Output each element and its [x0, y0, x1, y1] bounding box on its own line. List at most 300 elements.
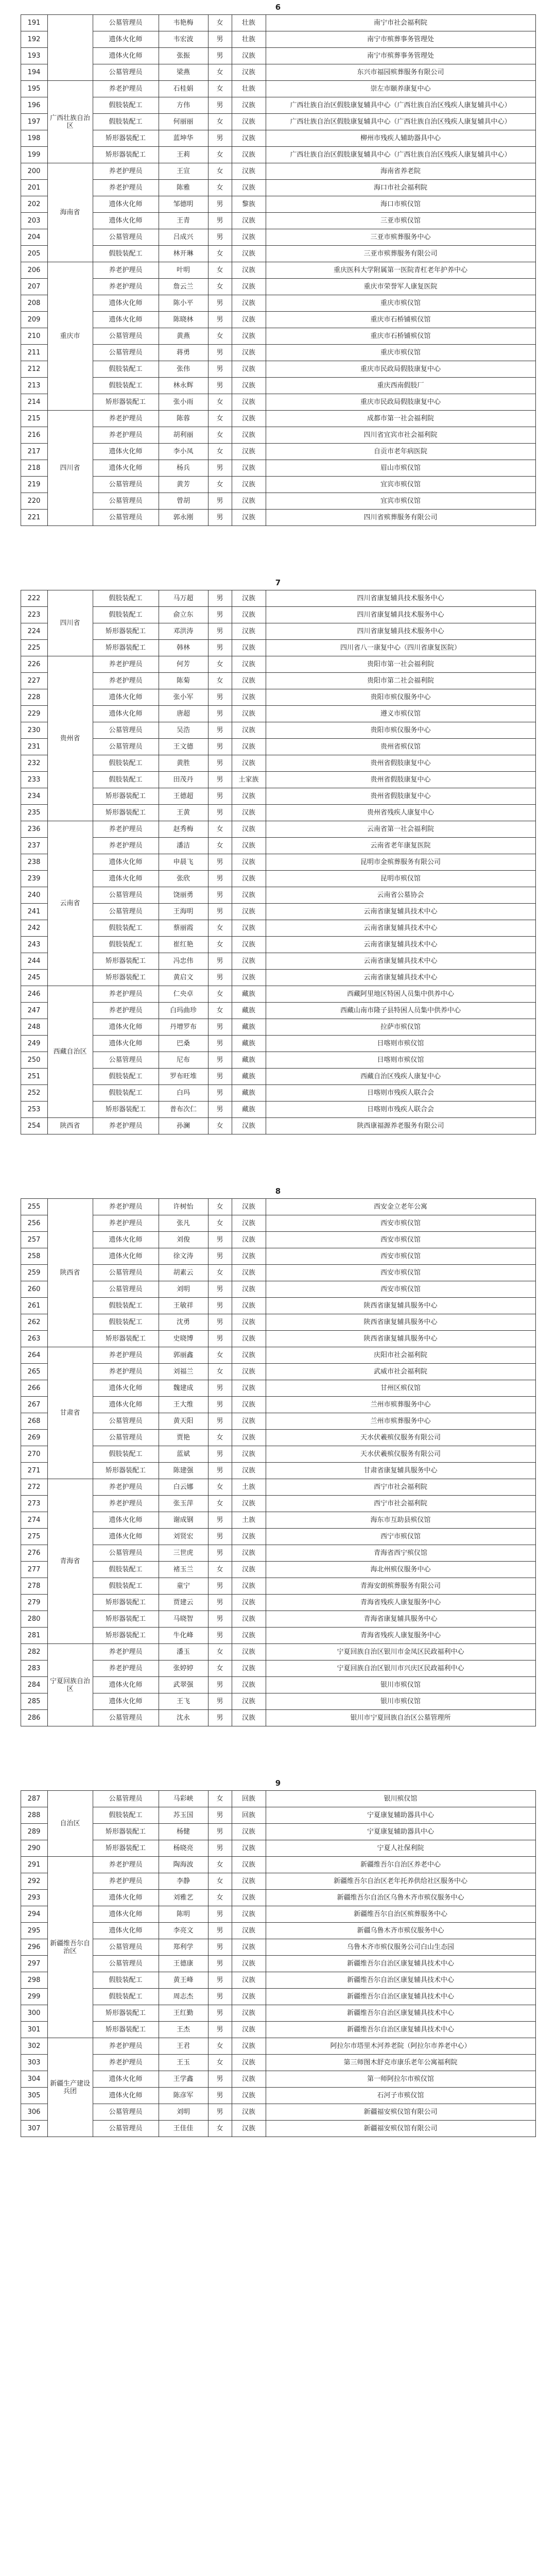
table-row [21, 1939, 535, 1956]
ethnicity-cell: 汉族 [232, 1496, 266, 1512]
table-row [21, 904, 535, 920]
gender-cell: 男 [208, 854, 232, 871]
gender-cell: 男 [208, 1052, 232, 1069]
ethnicity-cell: 汉族 [232, 1890, 266, 1906]
occupation-cell: 养老护理员 [93, 1873, 159, 1890]
ethnicity-cell: 汉族 [232, 48, 266, 64]
occupation-cell: 公墓管理员 [93, 510, 159, 526]
name-cell: 沈勇 [159, 1314, 208, 1331]
gender-cell: 男 [208, 345, 232, 361]
table-row [21, 1496, 535, 1512]
organization-cell: 阿拉尔市塔里木河养老院（阿拉尔市养老中心） [266, 2038, 535, 2055]
organization-cell: 贵州省假肢康复中心 [266, 772, 535, 788]
occupation-cell: 养老护理员 [93, 1857, 159, 1873]
occupation-cell: 假肢装配工 [93, 1972, 159, 1989]
gender-cell: 男 [208, 1807, 232, 1824]
roster-table [21, 14, 536, 526]
row-number-cell: 216 [21, 427, 47, 444]
gender-cell: 男 [208, 689, 232, 706]
gender-cell: 女 [208, 2038, 232, 2055]
name-cell: 王敏祥 [159, 1298, 208, 1314]
name-cell: 曾胡 [159, 493, 208, 510]
row-number-cell: 192 [21, 31, 47, 48]
organization-cell: 西宁市殡仪馆 [266, 1529, 535, 1545]
organization-cell: 南宁市殡葬事务管理处 [266, 48, 535, 64]
row-number-cell: 279 [21, 1595, 47, 1611]
gender-cell: 男 [208, 1446, 232, 1463]
name-cell: 普布次仁 [159, 1101, 208, 1118]
table-row [21, 1215, 535, 1232]
gender-cell: 女 [208, 838, 232, 854]
occupation-cell: 公墓管理员 [93, 1265, 159, 1281]
ethnicity-cell: 汉族 [232, 510, 266, 526]
name-cell: 韦宏波 [159, 31, 208, 48]
ethnicity-cell: 汉族 [232, 887, 266, 904]
gender-cell: 女 [208, 64, 232, 81]
table-row [21, 114, 535, 130]
row-number-cell: 283 [21, 1660, 47, 1677]
organization-cell: 贵阳市第一社会福利院 [266, 656, 535, 673]
row-number-cell: 199 [21, 147, 47, 163]
organization-cell: 海北州殡仪服务中心 [266, 1562, 535, 1578]
occupation-cell: 假肢装配工 [93, 1069, 159, 1085]
name-cell: 张小雨 [159, 394, 208, 411]
name-cell: 王德超 [159, 788, 208, 805]
name-cell: 牛化峰 [159, 1628, 208, 1644]
table-row [21, 493, 535, 510]
row-number-cell: 193 [21, 48, 47, 64]
organization-cell: 宜宾市殡仪馆 [266, 493, 535, 510]
ethnicity-cell: 汉族 [232, 838, 266, 854]
occupation-cell: 公墓管理员 [93, 739, 159, 755]
row-number-cell: 222 [21, 590, 47, 607]
ethnicity-cell: 汉族 [232, 279, 266, 295]
row-number-cell: 202 [21, 196, 47, 213]
gender-cell: 女 [208, 2055, 232, 2071]
row-number-cell: 251 [21, 1069, 47, 1085]
table-row [21, 821, 535, 838]
province-cell: 广西壮族自治区 [47, 81, 93, 163]
name-cell: 贾艳 [159, 1430, 208, 1446]
name-cell: 林永辉 [159, 378, 208, 394]
ethnicity-cell: 汉族 [232, 1298, 266, 1314]
table-row [21, 279, 535, 295]
table-row [21, 394, 535, 411]
row-number-cell: 274 [21, 1512, 47, 1529]
ethnicity-cell: 汉族 [232, 328, 266, 345]
row-number-cell: 255 [21, 1199, 47, 1215]
gender-cell: 女 [208, 15, 232, 31]
name-cell: 许树怡 [159, 1199, 208, 1215]
occupation-cell: 养老护理员 [93, 1644, 159, 1660]
ethnicity-cell: 汉族 [232, 1380, 266, 1397]
name-cell: 杨兵 [159, 460, 208, 477]
row-number-cell: 237 [21, 838, 47, 854]
ethnicity-cell: 汉族 [232, 673, 266, 689]
table-row [21, 1298, 535, 1314]
name-cell: 李小凤 [159, 444, 208, 460]
row-number-cell: 221 [21, 510, 47, 526]
name-cell: 魏建成 [159, 1380, 208, 1397]
gender-cell: 女 [208, 920, 232, 937]
ethnicity-cell: 汉族 [232, 722, 266, 739]
name-cell: 刘雅艺 [159, 1890, 208, 1906]
row-number-cell: 266 [21, 1380, 47, 1397]
occupation-cell: 公墓管理员 [93, 1939, 159, 1956]
gender-cell: 男 [208, 1939, 232, 1956]
ethnicity-cell: 汉族 [232, 147, 266, 163]
organization-cell: 宁夏回族自治区银川市金凤区民政福利中心 [266, 1644, 535, 1660]
name-cell: 陈蓉 [159, 411, 208, 427]
ethnicity-cell: 汉族 [232, 1215, 266, 1232]
gender-cell: 男 [208, 722, 232, 739]
organization-cell: 宁夏人社保利院 [266, 1840, 535, 1857]
occupation-cell: 遗体火化师 [93, 1036, 159, 1052]
ethnicity-cell: 汉族 [232, 295, 266, 312]
organization-cell: 南宁市殡葬事务管理处 [266, 31, 535, 48]
table-row [21, 1529, 535, 1545]
row-number-cell: 263 [21, 1331, 47, 1347]
gender-cell: 男 [208, 706, 232, 722]
table-row [21, 1446, 535, 1463]
ethnicity-cell: 汉族 [232, 130, 266, 147]
name-cell: 马晓智 [159, 1611, 208, 1628]
organization-cell: 云南省康复辅具技术中心 [266, 970, 535, 986]
gender-cell: 男 [208, 970, 232, 986]
province-cell: 新疆生产建设兵团 [47, 2038, 93, 2137]
organization-cell: 天水伏羲殡仪服务有限公司 [266, 1446, 535, 1463]
name-cell: 仁央卓 [159, 986, 208, 1003]
table-row [21, 460, 535, 477]
organization-cell: 重庆市殡仪馆 [266, 345, 535, 361]
row-number-cell: 252 [21, 1085, 47, 1101]
ethnicity-cell: 汉族 [232, 180, 266, 196]
name-cell: 三世虎 [159, 1545, 208, 1562]
organization-cell: 西宁市社会福利院 [266, 1479, 535, 1496]
table-row [21, 1807, 535, 1824]
organization-cell: 新疆维吾尔自治区康复辅具技术中心 [266, 1989, 535, 2005]
ethnicity-cell: 汉族 [232, 1857, 266, 1873]
row-number-cell: 298 [21, 1972, 47, 1989]
occupation-cell: 假肢装配工 [93, 1298, 159, 1314]
table-row [21, 1364, 535, 1380]
table-row [21, 722, 535, 739]
name-cell: 黄芳 [159, 477, 208, 493]
name-cell: 潘玉 [159, 1644, 208, 1660]
ethnicity-cell: 汉族 [232, 460, 266, 477]
gender-cell: 男 [208, 788, 232, 805]
ethnicity-cell: 土家族 [232, 772, 266, 788]
name-cell: 罗布旺堆 [159, 1069, 208, 1085]
occupation-cell: 公墓管理员 [93, 477, 159, 493]
occupation-cell: 假肢装配工 [93, 378, 159, 394]
ethnicity-cell: 汉族 [232, 477, 266, 493]
name-cell: 张玉萍 [159, 1496, 208, 1512]
organization-cell: 银川殡仪馆 [266, 1791, 535, 1807]
organization-cell: 四川省康复辅具技术服务中心 [266, 607, 535, 623]
name-cell: 马万超 [159, 590, 208, 607]
gender-cell: 女 [208, 1265, 232, 1281]
ethnicity-cell: 藏族 [232, 1101, 266, 1118]
occupation-cell: 遗体火化师 [93, 213, 159, 229]
table-row [21, 986, 535, 1003]
ethnicity-cell: 汉族 [232, 755, 266, 772]
row-number-cell: 239 [21, 871, 47, 887]
ethnicity-cell: 汉族 [232, 1677, 266, 1693]
table-row [21, 656, 535, 673]
row-number-cell: 241 [21, 904, 47, 920]
province-cell: 云南省 [47, 821, 93, 986]
table-row [21, 838, 535, 854]
occupation-cell: 遗体火化师 [93, 1529, 159, 1545]
occupation-cell: 遗体火化师 [93, 1890, 159, 1906]
name-cell: 申晨飞 [159, 854, 208, 871]
ethnicity-cell: 汉族 [232, 64, 266, 81]
gender-cell: 男 [208, 510, 232, 526]
ethnicity-cell: 汉族 [232, 97, 266, 114]
row-number-cell: 198 [21, 130, 47, 147]
organization-cell: 石河子市殡仪馆 [266, 2088, 535, 2104]
name-cell: 杨晓亮 [159, 1840, 208, 1857]
row-number-cell: 234 [21, 788, 47, 805]
organization-cell: 云南省公墓协会 [266, 887, 535, 904]
occupation-cell: 假肢装配工 [93, 1807, 159, 1824]
gender-cell: 男 [208, 640, 232, 656]
occupation-cell: 假肢装配工 [93, 1989, 159, 2005]
ethnicity-cell: 汉族 [232, 937, 266, 953]
name-cell: 徐文涛 [159, 1248, 208, 1265]
organization-cell: 青海安朗殡葬服务有限公司 [266, 1578, 535, 1595]
name-cell: 韦艳梅 [159, 15, 208, 31]
gender-cell: 男 [208, 772, 232, 788]
organization-cell: 重庆市民政局假肢康复中心 [266, 394, 535, 411]
name-cell: 胡素云 [159, 1265, 208, 1281]
row-number-cell: 307 [21, 2121, 47, 2137]
row-number-cell: 286 [21, 1710, 47, 1726]
row-number-cell: 284 [21, 1677, 47, 1693]
ethnicity-cell: 汉族 [232, 2121, 266, 2137]
row-number-cell: 304 [21, 2071, 47, 2088]
row-number-cell: 194 [21, 64, 47, 81]
table-row [21, 1314, 535, 1331]
row-number-cell: 259 [21, 1265, 47, 1281]
organization-cell: 第一师阿拉尔市殡仪馆 [266, 2071, 535, 2088]
gender-cell: 男 [208, 1989, 232, 2005]
organization-cell: 青海省残疾人康复服务中心 [266, 1628, 535, 1644]
gender-cell: 男 [208, 1972, 232, 1989]
ethnicity-cell: 汉族 [232, 706, 266, 722]
name-cell: 陈小平 [159, 295, 208, 312]
occupation-cell: 矫形器装配工 [93, 2005, 159, 2022]
organization-cell: 海口市殡仪馆 [266, 196, 535, 213]
gender-cell: 男 [208, 1463, 232, 1479]
organization-cell: 东兴市福园殡葬服务有限公司 [266, 64, 535, 81]
organization-cell: 云南省康复辅具技术中心 [266, 953, 535, 970]
ethnicity-cell: 汉族 [232, 1265, 266, 1281]
name-cell: 冯忠伟 [159, 953, 208, 970]
organization-cell: 三亚市殡葬服务中心 [266, 229, 535, 246]
organization-cell: 庆阳市社会福利院 [266, 1347, 535, 1364]
gender-cell: 女 [208, 1003, 232, 1019]
ethnicity-cell: 汉族 [232, 1118, 266, 1134]
gender-cell: 男 [208, 48, 232, 64]
table-row [21, 147, 535, 163]
name-cell: 俞立东 [159, 607, 208, 623]
occupation-cell: 公墓管理员 [93, 1052, 159, 1069]
table-row [21, 871, 535, 887]
organization-cell: 新疆维吾尔自治区康复辅具技术中心 [266, 2005, 535, 2022]
row-number-cell: 288 [21, 1807, 47, 1824]
ethnicity-cell: 汉族 [232, 920, 266, 937]
row-number-cell: 208 [21, 295, 47, 312]
organization-cell: 兰州市殡葬服务中心 [266, 1397, 535, 1413]
ethnicity-cell: 汉族 [232, 689, 266, 706]
table-row [21, 378, 535, 394]
name-cell: 石桂娟 [159, 81, 208, 97]
table-row [21, 1463, 535, 1479]
table-row [21, 772, 535, 788]
name-cell: 王宣 [159, 163, 208, 180]
gender-cell: 女 [208, 821, 232, 838]
ethnicity-cell: 汉族 [232, 739, 266, 755]
gender-cell: 男 [208, 1069, 232, 1085]
page-break [0, 1134, 556, 1181]
table-row [21, 1069, 535, 1085]
gender-cell: 男 [208, 1677, 232, 1693]
occupation-cell: 养老护理员 [93, 1118, 159, 1134]
gender-cell: 男 [208, 31, 232, 48]
row-number-cell: 196 [21, 97, 47, 114]
organization-cell: 西宁市社会福利院 [266, 1496, 535, 1512]
organization-cell: 新疆福安殡仪馆有限公司 [266, 2104, 535, 2121]
name-cell: 褚玉兰 [159, 1562, 208, 1578]
organization-cell: 南宁市社会福利院 [266, 15, 535, 31]
ethnicity-cell: 汉族 [232, 213, 266, 229]
row-number-cell: 230 [21, 722, 47, 739]
organization-cell: 西安市殡仪馆 [266, 1215, 535, 1232]
table-row [21, 739, 535, 755]
gender-cell: 男 [208, 1710, 232, 1726]
name-cell: 郭丽鑫 [159, 1347, 208, 1364]
occupation-cell: 公墓管理员 [93, 1281, 159, 1298]
row-number-cell: 235 [21, 805, 47, 821]
occupation-cell: 矫形器装配工 [93, 1463, 159, 1479]
organization-cell: 海南省养老院 [266, 163, 535, 180]
ethnicity-cell: 汉族 [232, 1611, 266, 1628]
occupation-cell: 假肢装配工 [93, 1085, 159, 1101]
row-number-cell: 268 [21, 1413, 47, 1430]
gender-cell: 女 [208, 1496, 232, 1512]
table-row [21, 444, 535, 460]
organization-cell: 自贡市老年病医院 [266, 444, 535, 460]
occupation-cell: 假肢装配工 [93, 1314, 159, 1331]
name-cell: 叶明 [159, 262, 208, 279]
name-cell: 陈雅 [159, 180, 208, 196]
table-row [21, 1595, 535, 1611]
ethnicity-cell: 壮族 [232, 31, 266, 48]
organization-cell: 柳州市残疾人辅助器具中心 [266, 130, 535, 147]
organization-cell: 陕西省康复辅具服务中心 [266, 1298, 535, 1314]
organization-cell: 西安市殡仪馆 [266, 1281, 535, 1298]
table-row [21, 1052, 535, 1069]
table-row [21, 2104, 535, 2121]
gender-cell: 男 [208, 1595, 232, 1611]
occupation-cell: 假肢装配工 [93, 1446, 159, 1463]
row-number-cell: 280 [21, 1611, 47, 1628]
name-cell: 韩林 [159, 640, 208, 656]
occupation-cell: 遗体火化师 [93, 31, 159, 48]
ethnicity-cell: 汉族 [232, 1644, 266, 1660]
ethnicity-cell: 汉族 [232, 1956, 266, 1972]
gender-cell: 男 [208, 1085, 232, 1101]
gender-cell: 男 [208, 213, 232, 229]
row-number-cell: 254 [21, 1118, 47, 1134]
organization-cell: 四川省康复辅具技术服务中心 [266, 623, 535, 640]
name-cell: 王大维 [159, 1397, 208, 1413]
row-number-cell: 204 [21, 229, 47, 246]
ethnicity-cell: 汉族 [232, 2055, 266, 2071]
gender-cell: 男 [208, 1019, 232, 1036]
occupation-cell: 矫形器装配工 [93, 953, 159, 970]
organization-cell: 日喀则市残疾人联合会 [266, 1101, 535, 1118]
row-number-cell: 300 [21, 2005, 47, 2022]
row-number-cell: 211 [21, 345, 47, 361]
organization-cell: 重庆西南假肢厂 [266, 378, 535, 394]
occupation-cell: 公墓管理员 [93, 1413, 159, 1430]
table-row [21, 1956, 535, 1972]
organization-cell: 宁夏康复辅助器具中心 [266, 1807, 535, 1824]
occupation-cell: 矫形器装配工 [93, 2022, 159, 2038]
ethnicity-cell: 汉族 [232, 114, 266, 130]
row-number-cell: 200 [21, 163, 47, 180]
table-row [21, 1430, 535, 1446]
table-row [21, 1923, 535, 1939]
organization-cell: 西藏山南市隆子县特困人员集中供养中心 [266, 1003, 535, 1019]
name-cell: 王德康 [159, 1956, 208, 1972]
table-row [21, 2038, 535, 2055]
table-row [21, 328, 535, 345]
organization-cell: 重庆市荣誉军人康复医院 [266, 279, 535, 295]
occupation-cell: 养老护理员 [93, 838, 159, 854]
gender-cell: 女 [208, 1215, 232, 1232]
occupation-cell: 假肢装配工 [93, 114, 159, 130]
ethnicity-cell: 汉族 [232, 1199, 266, 1215]
row-number-cell: 245 [21, 970, 47, 986]
occupation-cell: 养老护理员 [93, 656, 159, 673]
table-row [21, 312, 535, 328]
organization-cell: 甘州区殡仪馆 [266, 1380, 535, 1397]
occupation-cell: 假肢装配工 [93, 361, 159, 378]
gender-cell: 女 [208, 1890, 232, 1906]
organization-cell: 四川省康复辅具技术服务中心 [266, 590, 535, 607]
row-number-cell: 267 [21, 1397, 47, 1413]
row-number-cell: 229 [21, 706, 47, 722]
gender-cell: 女 [208, 2121, 232, 2137]
occupation-cell: 遗体火化师 [93, 2071, 159, 2088]
table-row [21, 427, 535, 444]
ethnicity-cell: 汉族 [232, 427, 266, 444]
gender-cell: 男 [208, 623, 232, 640]
occupation-cell: 公墓管理员 [93, 345, 159, 361]
gender-cell: 男 [208, 312, 232, 328]
gender-cell: 男 [208, 1529, 232, 1545]
table-row [21, 1413, 535, 1430]
page-number: 7 [275, 578, 281, 587]
ethnicity-cell: 汉族 [232, 1923, 266, 1939]
organization-cell: 贵阳市第二社会福利院 [266, 673, 535, 689]
table-row [21, 411, 535, 427]
table-row [21, 1199, 535, 1215]
